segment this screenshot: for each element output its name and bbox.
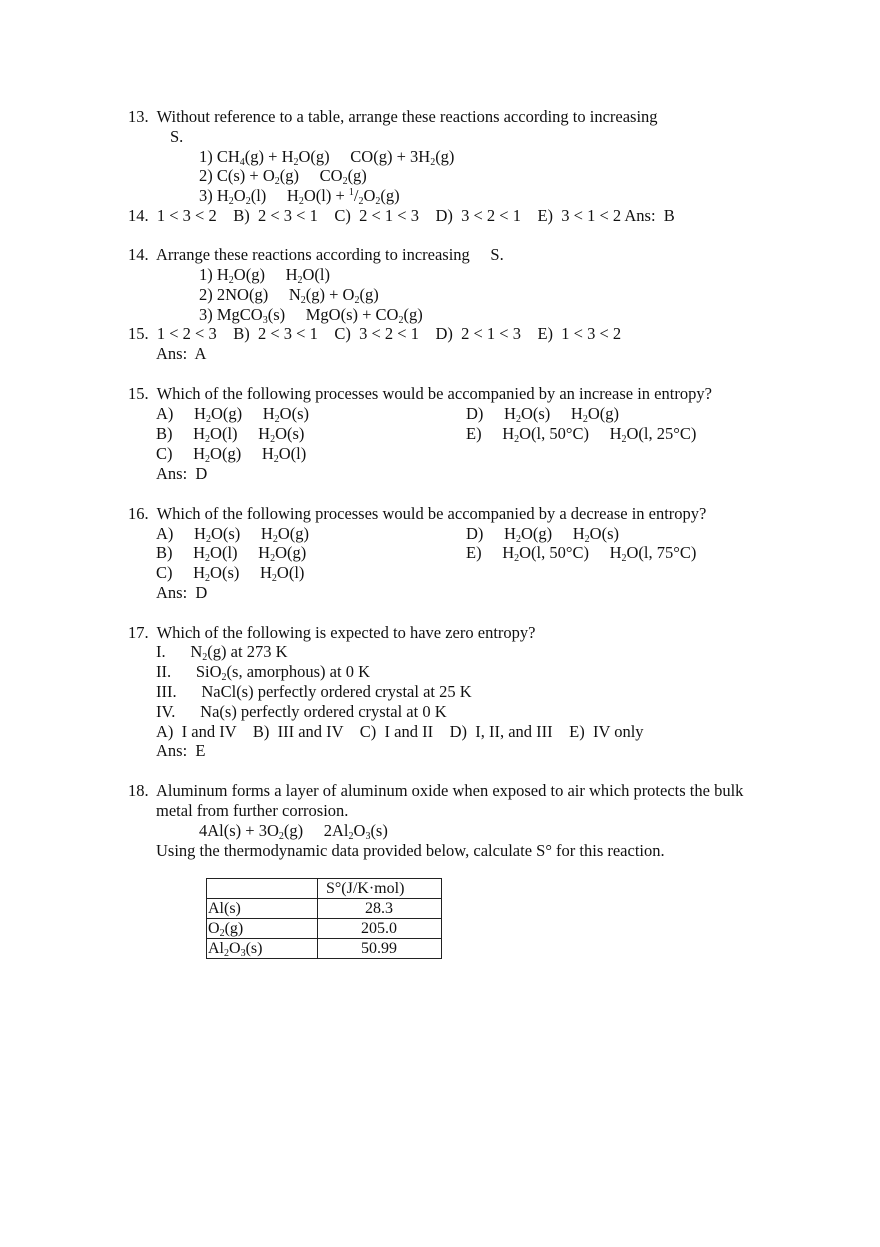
q18-title: 18. Aluminum forms a layer of aluminum oxide when exposed to air which protects the bulk [128,781,744,800]
value-cell: 205.0 [318,919,442,939]
entropy-data-table [206,878,442,959]
q16-option-a: A) $H_2O(s)$ $H_2O(g)$ [156,524,309,545]
q14-reaction-1: 1) $H_2O(g)$ $H_2O(l)$ [199,265,330,286]
q17-item-3: III. NaCl(s) perfectly ordered crystal at 25 K [156,682,472,701]
species-cell: $Al_2O_3(s)$ [207,939,318,959]
q16-answer: Ans: D [156,583,208,602]
q15-answer: Ans: D [156,464,208,483]
q15-option-d: D) $H_2O(s)$ $H_2O(g)$ [466,404,619,425]
table-header-entropy: S°(J/K·mol) [318,879,442,899]
q15-option-c: C) $H_2O(g)$ $H_2O(l)$ [156,444,307,465]
q14-reaction-2: 2) 2NO(g) $N_2(g) + O_2(g)$ [199,285,379,306]
q15-option-e: E) $H_2O(l$, 50°C) $H_2O(l$, 25°C) [466,424,697,445]
table-row [207,939,442,959]
q17-item-4: IV. Na(s) perfectly ordered crystal at 0 K [156,702,447,721]
q16-title: 16. Which of the following processes would be accompanied by a decrease in entropy? [128,504,707,523]
q13-reaction-3: 3) $H_2O_2(l)$ $H_2O(l) + ^1/_2O_2(g)$ [199,186,400,207]
q15-option-a: A) $H_2O(g)$ $H_2O(s)$ [156,404,309,425]
q13-reaction-1: 1) $CH_4(g) + H_2O(g)$ $CO(g) + 3H_2(g)$ [199,147,455,168]
q17-choices: A) I and IV B) III and IV C) I and II D) I, II, and III E) IV only [156,722,644,741]
q14-title: 14. Arrange these reactions according to increasing S. [128,245,504,264]
q17-item-1: I. $N_2(g)$ at 273 K [156,642,288,663]
q14-choices: 15. 1 < 2 < 3 B) 2 < 3 < 1 C) 3 < 2 < 1 D) 2 < 1 < 3 E) 1 < 3 < 2 [128,324,622,343]
q13-title-cont: S. [170,127,184,146]
q17-item-2: II. SiO$_2$(s, amorphous) at 0 K [156,662,370,683]
table-header-row [207,879,442,899]
q18-title-cont: metal from further corrosion. [156,801,349,820]
q16-option-b: B) $H_2O(l)$ $H_2O(g)$ [156,543,307,564]
table-row [207,899,442,919]
q18-reaction: $4Al(s) + 3O_2(g)$ $2Al_2O_3(s)$ [199,821,388,842]
q14-answer: Ans: A [156,344,207,363]
q15-option-b: B) $H_2O(l)$ $H_2O(s)$ [156,424,305,445]
q17-answer: Ans: E [156,741,206,760]
value-cell: 50.99 [318,939,442,959]
q16-option-e: E) $H_2O(l$, 50°C) $H_2O(l$, 75°C) [466,543,697,564]
q14-reaction-3: 3) MgCO$_3$(s) $MgO(s) + CO_2(g)$ [199,305,423,326]
q13-title: 13. Without reference to a table, arrange these reactions according to increasing [128,107,658,126]
q16-option-c: C) $H_2O(s)$ $H_2O(l)$ [156,563,305,584]
table-row [207,919,442,939]
species-cell: Al(s) [207,899,318,919]
q16-option-d: D) $H_2O(g)$ $H_2O(s)$ [466,524,619,545]
q18-prompt: Using the thermodynamic data provided below, calculate S° for this reaction. [156,841,665,860]
q17-title: 17. Which of the following is expected to have zero entropy? [128,623,536,642]
value-cell: 28.3 [318,899,442,919]
q13-choices: 14. 1 < 3 < 2 B) 2 < 3 < 1 C) 2 < 1 < 3 D) 3 < 2 < 1 E) 3 < 1 < 2 Ans: B [128,206,675,225]
q15-title: 15. Which of the following processes would be accompanied by an increase in entropy? [128,384,712,403]
q13-reaction-2: 2) $C(s) + O_2(g)$ $CO_2(g)$ [199,166,367,187]
table-header-empty [207,879,318,899]
species-cell: $O_2(g)$ [207,919,318,939]
